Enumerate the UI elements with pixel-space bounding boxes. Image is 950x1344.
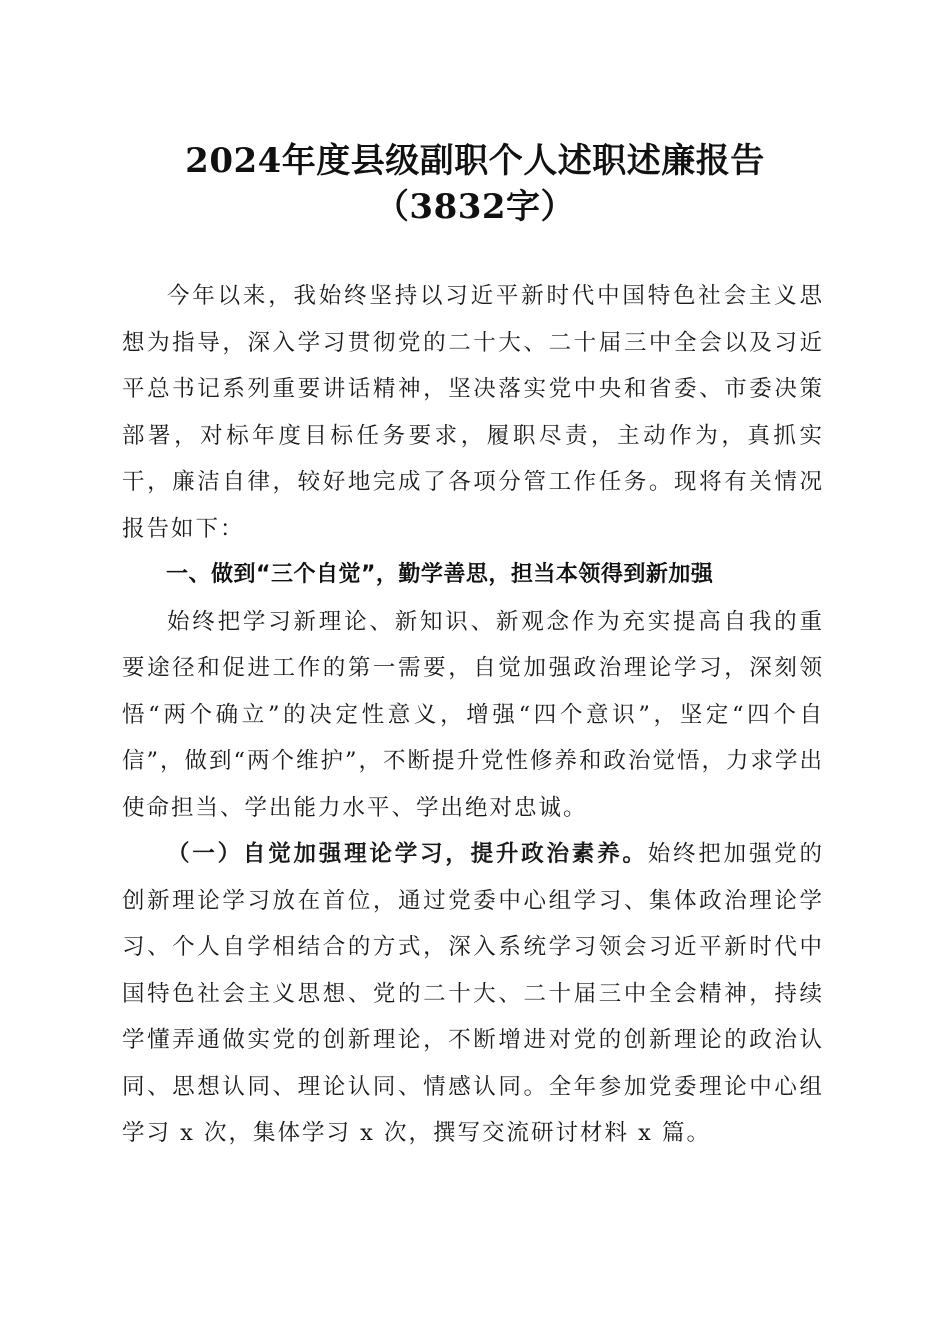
subsection-text: 始终把加强党的创新理论学习放在首位，通过党委中心组学习、集体政治理论学习、个人自学相结合的方式，深入系统学习领会习近平新时代中国特色社会主义思想、党的二十大、二十届三中全会精神，持续学懂弄通做实党的创新理论，不断增进对党的创新理论的政治认同、思想认同、理论认同、情感认同。全年参加党委理论中心组学习 x 次，集体学习 x 次，撰写交流研讨材料 x 篇。 bbox=[122, 841, 824, 1146]
intro-paragraph: 今年以来，我始终坚持以习近平新时代中国特色社会主义思想为指导，深入学习贯彻党的二十大、二十届三中全会以及习近平总书记系列重要讲话精神，坚决落实党中央和省委、市委决策部署，对标年度目标任务要求，履职尽责，主动作为，真抓实干，廉洁自律，较好地完成了各项分管工作任务。现将有关情况报告如下： bbox=[122, 283, 824, 542]
subsection-paragraph bbox=[122, 831, 824, 1157]
subsection-lead: （一）自觉加强理论学习，提升政治素养。 bbox=[167, 841, 648, 867]
section-heading: 一、做到“三个自觉”，勤学善思，担当本领得到新加强 bbox=[166, 562, 714, 587]
document-body bbox=[122, 273, 824, 1157]
section-paragraph: 始终把学习新理论、新知识、新观念作为充实提高自我的重要途径和促进工作的第一需要，自觉加强政治理论学习，深刻领悟“两个确立”的决定性意义，增强“四个意识”，坚定“四个自信”，做到“两个维护”，不断提升党性修养和政治觉悟，力求学出使命担当、学出能力水平、学出绝对忠诚。 bbox=[122, 608, 825, 821]
document-title: 2024年度县级副职个人述职述廉报告（3832字） bbox=[185, 141, 765, 227]
